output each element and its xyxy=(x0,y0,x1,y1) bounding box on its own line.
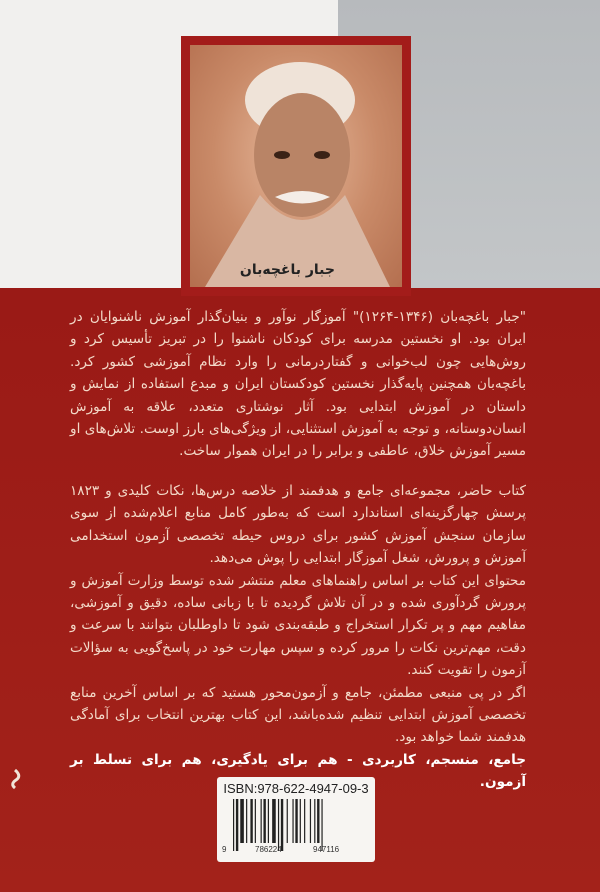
publisher-logo-icon xyxy=(6,768,24,790)
barcode-digit: 947116 xyxy=(313,845,340,854)
barcode-bar xyxy=(281,799,283,851)
barcode-bar xyxy=(317,799,319,843)
tagline: جامع، منسجم، کاربردی - هم برای یادگیری، هم برای تسلط بر آزمون. xyxy=(70,751,526,791)
barcode-bar xyxy=(314,799,315,843)
barcode-bar xyxy=(300,799,301,843)
barcode-bar xyxy=(304,799,305,843)
book-description xyxy=(70,480,526,794)
portrait-illustration xyxy=(190,45,402,287)
barcode-bar xyxy=(236,799,238,851)
barcode-bar xyxy=(321,799,322,851)
barcode-bar xyxy=(295,799,297,843)
barcode-bar xyxy=(292,799,293,843)
biography-paragraph: "جبار باغچه‌بان (۱۳۴۶-۱۲۶۴)" آموزگار نوآور و بنیان‌گذار آموزش ناشنوایان در ایران بود. او نخستین مدرسه برای کودکان ناشنوا را در تبریز تأسیس کرد و روش‌هایی چون لب‌خوانی و گفتاردرمانی را وارد نظام آموزشی کشور کرد. باغچه‌بان همچنین پایه‌گذار نخستین کودکستان ایران و مبدع استفاده از نمایش و داستان در آموزش ابتدایی بود. آثار نوشتاری متعدد، علاقه به آموزش انسان‌دوستانه، و توجه به آموزش استثنایی، از ویژگی‌های بارز اوست. تلاش‌های او مسیر آموزش خلاق، عاطفی و برابر را در ایران هموار ساخت. xyxy=(70,309,526,460)
barcode-bar xyxy=(246,799,247,843)
barcode-bar xyxy=(287,799,288,843)
barcode-bar xyxy=(272,799,276,843)
barcode-bar xyxy=(240,799,244,843)
portrait-frame xyxy=(181,36,411,296)
isbn-text: ISBN:978-622-4947-09-3 xyxy=(223,781,369,796)
barcode-bar xyxy=(278,799,279,851)
portrait-caption: جبار باغچه‌بان xyxy=(239,262,335,278)
barcode-bars xyxy=(233,799,363,851)
barcode-bar xyxy=(250,799,252,843)
barcode-bar xyxy=(268,799,269,843)
barcode-bar xyxy=(255,799,256,843)
barcode-digit: 9 xyxy=(222,845,227,854)
barcode-bar xyxy=(310,799,311,843)
description-paragraph: اگر در پی منبعی مطمئن، جامع و آزمون‌محور هستید که بر اساس آخرین منابع تخصصی آموزش ابتدایی تنظیم شده‌باشد، این کتاب بهترین انتخاب برای آمادگی هدفمند شما خواهد بود. xyxy=(70,684,526,746)
description-paragraph: محتوای این کتاب بر اساس راهنماهای معلم منتشر شده توسط وزارت آموزش و پرورش گردآوری شده و در آن تلاش گردیده تا با زبانی ساده، دقیق و آموزشی، مفاهیم مهم و پر تکرار استخراج و طبقه‌بندی شود تا داوطلبان بتوانند با سرعت و دقت، مهم‌ترین نکات را مرور کرده و سپس مهارت خود در پاسخ‌گویی به سؤالات آزمون را تقویت کنند. xyxy=(70,572,526,679)
barcode-bar xyxy=(263,799,265,843)
barcode-digit: 786224 xyxy=(255,845,282,854)
isbn-barcode xyxy=(217,777,375,862)
barcode-bar xyxy=(233,799,234,851)
barcode-bar xyxy=(261,799,262,843)
description-paragraph: کتاب حاضر، مجموعه‌ای جامع و هدفمند از خلاصه درس‌ها، نکات کلیدی و ۱۸۲۳ پرسش چهارگزینه‌ای استاندارد است که به‌طور کامل منابع اعلام‌شده از سوی سازمان سنجش آموزش کشور برای دروس حیطه تخصصی آزمون استخدامی آموزش و پرورش، شغل آموزگار ابتدایی را پوش می‌دهد. xyxy=(70,483,526,567)
